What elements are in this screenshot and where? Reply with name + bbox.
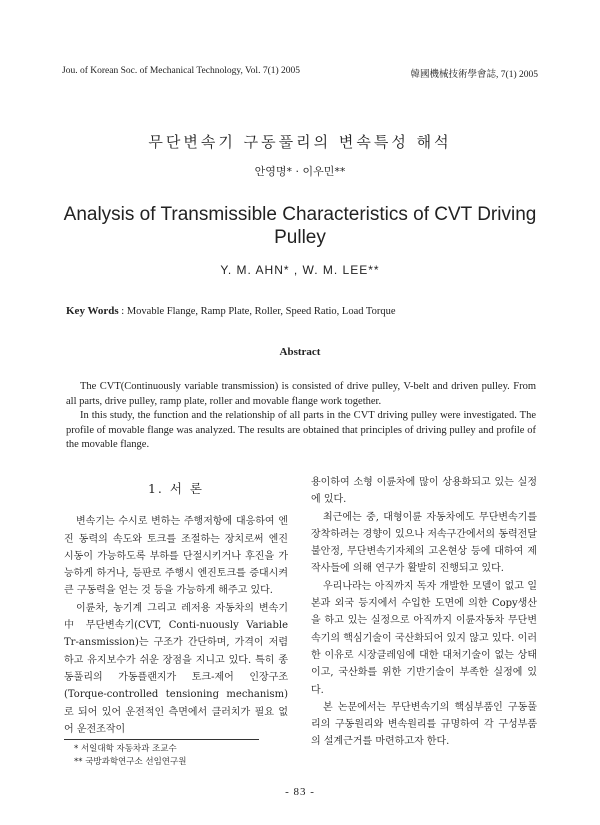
- keywords: [66, 305, 396, 317]
- footnote-divider: [64, 739, 259, 740]
- page-number: - 83 -: [285, 786, 315, 798]
- footnote-affiliation-2: ** 국방과학연구소 선임연구원: [74, 757, 187, 767]
- body-paragraph: 본 논문에서는 무단변속기의 핵심부품인 구동풀리의 구동원리와 변속원리를 규명하여 각 구성부품의 설계근거를 마련하고자 한다.: [311, 701, 537, 748]
- keywords-text: : Movable Flange, Ramp Plate, Roller, Speed Ratio, Load Torque: [121, 306, 396, 317]
- journal-header-en: Jou. of Korean Soc. of Mechanical Technology, Vol. 7(1) 2005: [62, 66, 301, 76]
- authors-english: Y. M. AHN* , W. M. LEE**: [220, 263, 380, 277]
- title-korean: 무단변속기 구동풀리의 변속특성 해석: [148, 133, 452, 151]
- body-paragraph: 용이하여 소형 이륜차에 많이 상용화되고 있는 실정에 있다.: [311, 477, 537, 506]
- section-heading-introduction: 1. 서 론: [147, 481, 205, 496]
- left-column: [64, 480, 288, 738]
- title-english: Analysis of Transmissible Characteristics of CVT Driving Pulley: [63, 204, 537, 248]
- footnote-affiliation-1: * 서일대학 자동차과 조교수: [74, 744, 177, 754]
- keywords-label: Key Words: [66, 305, 119, 317]
- right-column: [311, 474, 537, 751]
- abstract-heading: Abstract: [279, 346, 321, 358]
- authors-korean: 안영명* · 이우민**: [254, 165, 346, 178]
- abstract-paragraph: In this study, the function and the relationship of all parts in the CVT driving pulley were investigated. The profile of movable flange was analyzed. The results are obtained that principles of driving pulley and profile of the movable flange.: [66, 410, 536, 450]
- abstract-paragraph: The CVT(Continuously variable transmission) is consisted of drive pulley, V-belt and driven pulley. From all parts, drive pulley, ramp plate, roller and movable flange work together.: [66, 381, 536, 407]
- body-paragraph: 최근에는 중, 대형이륜 자동차에도 무단변속기를 장착하려는 경향이 있으나 저속구간에서의 동력전달 불안정, 무단변속기자체의 고온현상 등에 대하여 제작사들에 의해 연구가 활발히 진행되고 있다.: [311, 511, 537, 575]
- body-paragraph: 우리나라는 아직까지 독자 개발한 모델이 없고 일본과 외국 등지에서 수입한 도면에 의한 Copy생산을 하고 있는 실정으로 아직까지 이륜자동차 무단변속기의 핵심기술이 국산화되어 있지 않고 있다. 이러한 이유로 시장클레임에 대한 대처기술이 없는 상태이고, 국산화를 위한 기반기술이 부족한 실정에 있다.: [311, 580, 537, 696]
- journal-header-ko: 韓國機械技術學會誌, 7(1) 2005: [410, 70, 538, 80]
- abstract-body: [66, 380, 536, 453]
- body-paragraph: 이륜차, 농기계 그리고 레저용 자동차의 변속기中 무단변속기(CVT, Conti-nuously Variable Tr-ansmission)는 구조가 간단하며, 가격이 저렴하고 유지보수가 쉬운 장점을 지니고 있다. 특히 종동풀리의 가동플랜지가 토크-제어 인장구조(Torque-controlled tensioning mechanism)로 되어 있어 운전적인 측면에서 클러치가 필요 없어 운전조작이: [64, 602, 288, 735]
- footnotes: [74, 743, 186, 769]
- body-paragraph: 변속기는 수시로 변하는 주행저항에 대응하여 엔진 동력의 속도와 토크를 조절하는 장치로써 엔진 시동이 가능하도록 부하를 단절시키거나 후진을 가능하게 하거나, 등판로 주행시 엔진토크를 증대시켜 큰 구동력을 얻는 것 등을 가능하게 해주고 있다.: [64, 516, 288, 597]
